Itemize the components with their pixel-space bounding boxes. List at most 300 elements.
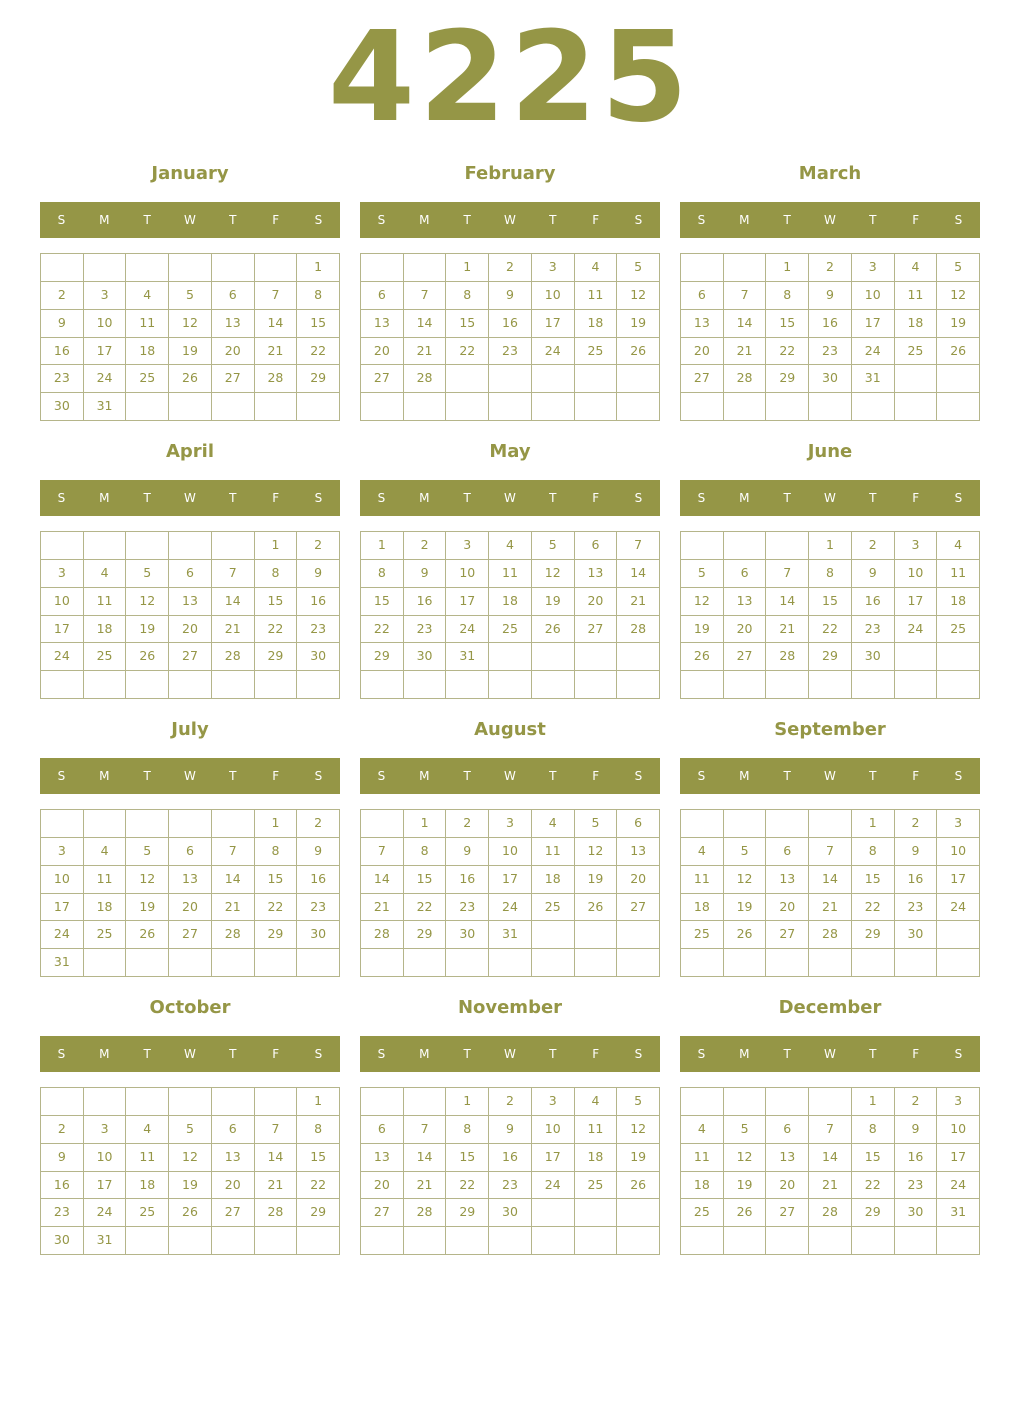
day-cell: 4 [681, 838, 724, 866]
day-cell: 9 [41, 310, 84, 338]
day-cell: 9 [489, 1116, 532, 1144]
day-cell: 16 [809, 310, 852, 338]
day-cell: 27 [575, 616, 618, 644]
weekday-header: T [143, 491, 151, 505]
weekday-header: S [314, 491, 323, 505]
day-cell: 1 [361, 532, 404, 560]
day-cell: 24 [937, 894, 980, 922]
day-cell: 26 [937, 338, 980, 366]
weekday-header: F [272, 1047, 280, 1061]
day-cell: 17 [937, 1144, 980, 1172]
weekday-header: M [99, 491, 110, 505]
day-cell: 22 [297, 1172, 340, 1200]
day-cell: 29 [404, 921, 447, 949]
empty-day-cell [937, 365, 980, 393]
day-cell: 31 [84, 393, 127, 421]
month-name: May [489, 441, 531, 462]
empty-day-cell [126, 532, 169, 560]
day-cell: 13 [212, 1144, 255, 1172]
empty-day-cell [255, 1088, 298, 1116]
weekday-header: S [377, 1047, 386, 1061]
empty-day-cell [169, 254, 212, 282]
day-cell: 20 [169, 894, 212, 922]
day-cell: 19 [575, 866, 618, 894]
day-cell: 9 [404, 560, 447, 588]
weekday-header: S [57, 491, 66, 505]
day-cell: 7 [809, 1116, 852, 1144]
day-cell: 7 [212, 838, 255, 866]
day-cell: 12 [126, 588, 169, 616]
day-cell: 11 [84, 866, 127, 894]
day-cell: 14 [404, 1144, 447, 1172]
day-cell: 1 [446, 1088, 489, 1116]
day-cell: 28 [255, 365, 298, 393]
empty-day-cell [617, 393, 660, 421]
day-cell: 1 [297, 1088, 340, 1116]
day-cell: 24 [41, 921, 84, 949]
empty-day-cell [255, 949, 298, 977]
day-cell: 25 [895, 338, 938, 366]
empty-day-cell [617, 949, 660, 977]
day-cell: 2 [895, 1088, 938, 1116]
day-cell: 8 [361, 560, 404, 588]
empty-day-cell [895, 671, 938, 699]
day-cell: 6 [361, 282, 404, 310]
empty-day-cell [575, 393, 618, 421]
empty-day-cell [169, 810, 212, 838]
day-cell: 22 [446, 338, 489, 366]
empty-day-cell [681, 810, 724, 838]
weekday-header: S [314, 213, 323, 227]
day-cell: 28 [809, 921, 852, 949]
weekday-header: S [314, 769, 323, 783]
empty-day-cell [84, 671, 127, 699]
day-cell: 19 [169, 338, 212, 366]
day-cell: 11 [575, 282, 618, 310]
day-cell: 14 [212, 588, 255, 616]
day-cell: 25 [681, 1199, 724, 1227]
month-name: October [149, 997, 231, 1018]
day-cell: 25 [575, 1172, 618, 1200]
weekday-header: W [184, 769, 196, 783]
day-cell: 13 [766, 1144, 809, 1172]
empty-day-cell [446, 365, 489, 393]
empty-day-cell [361, 810, 404, 838]
empty-day-cell [489, 643, 532, 671]
weekday-header: S [954, 491, 963, 505]
day-cell: 9 [297, 560, 340, 588]
day-cell: 8 [809, 560, 852, 588]
day-cell: 19 [724, 894, 767, 922]
day-cell: 8 [297, 1116, 340, 1144]
empty-day-cell [895, 393, 938, 421]
day-cell: 3 [84, 282, 127, 310]
day-cell: 29 [852, 1199, 895, 1227]
day-cell: 16 [297, 866, 340, 894]
day-cell: 26 [724, 921, 767, 949]
empty-day-cell [532, 921, 575, 949]
day-cell: 2 [446, 810, 489, 838]
day-cell: 10 [41, 866, 84, 894]
day-cell: 10 [895, 560, 938, 588]
day-cell: 27 [681, 365, 724, 393]
day-cell: 29 [809, 643, 852, 671]
day-cell: 13 [169, 588, 212, 616]
day-cell: 21 [766, 616, 809, 644]
day-cell: 20 [169, 616, 212, 644]
day-cell: 4 [84, 560, 127, 588]
day-cell: 21 [404, 338, 447, 366]
weekday-header: W [504, 1047, 516, 1061]
empty-day-cell [361, 1088, 404, 1116]
day-cell: 19 [532, 588, 575, 616]
day-cell: 14 [361, 866, 404, 894]
empty-day-cell [489, 365, 532, 393]
day-cell: 24 [895, 616, 938, 644]
day-cell: 18 [681, 1172, 724, 1200]
day-cell: 1 [852, 810, 895, 838]
day-cell: 29 [446, 1199, 489, 1227]
empty-day-cell [169, 393, 212, 421]
weekday-header: F [272, 213, 280, 227]
day-cell: 24 [446, 616, 489, 644]
empty-day-cell [404, 671, 447, 699]
day-cell: 27 [212, 365, 255, 393]
day-cell: 20 [681, 338, 724, 366]
weekday-header: S [377, 769, 386, 783]
weekday-header: M [419, 491, 430, 505]
day-cell: 21 [809, 1172, 852, 1200]
empty-day-cell [404, 393, 447, 421]
day-cell: 14 [766, 588, 809, 616]
day-cell: 1 [446, 254, 489, 282]
day-grid [680, 1087, 980, 1255]
weekday-header-row [40, 758, 340, 794]
day-cell: 8 [766, 282, 809, 310]
day-cell: 19 [126, 894, 169, 922]
weekday-header: S [634, 213, 643, 227]
day-cell: 17 [41, 894, 84, 922]
day-cell: 31 [852, 365, 895, 393]
empty-day-cell [895, 365, 938, 393]
day-cell: 28 [724, 365, 767, 393]
empty-day-cell [361, 393, 404, 421]
day-cell: 30 [895, 921, 938, 949]
day-cell: 7 [255, 282, 298, 310]
empty-day-cell [404, 1227, 447, 1255]
weekday-header: W [504, 491, 516, 505]
day-cell: 2 [895, 810, 938, 838]
empty-day-cell [361, 949, 404, 977]
day-cell: 14 [212, 866, 255, 894]
day-cell: 8 [852, 1116, 895, 1144]
day-cell: 26 [681, 643, 724, 671]
weekday-header: M [419, 769, 430, 783]
weekday-header: S [377, 491, 386, 505]
empty-day-cell [532, 393, 575, 421]
day-grid [40, 253, 340, 421]
empty-day-cell [532, 1199, 575, 1227]
weekday-header: F [912, 1047, 920, 1061]
day-cell: 15 [766, 310, 809, 338]
weekday-header: T [549, 213, 557, 227]
empty-day-cell [852, 393, 895, 421]
day-cell: 30 [489, 1199, 532, 1227]
empty-day-cell [361, 254, 404, 282]
day-cell: 12 [724, 866, 767, 894]
day-cell: 4 [126, 1116, 169, 1144]
day-cell: 12 [617, 282, 660, 310]
day-cell: 12 [126, 866, 169, 894]
empty-day-cell [895, 643, 938, 671]
empty-day-cell [766, 532, 809, 560]
day-cell: 22 [809, 616, 852, 644]
day-cell: 23 [41, 1199, 84, 1227]
day-cell: 3 [532, 254, 575, 282]
empty-day-cell [575, 921, 618, 949]
empty-day-cell [169, 1227, 212, 1255]
empty-day-cell [446, 1227, 489, 1255]
day-cell: 28 [212, 921, 255, 949]
day-cell: 30 [297, 643, 340, 671]
weekday-header: S [634, 491, 643, 505]
empty-day-cell [489, 393, 532, 421]
day-cell: 16 [895, 1144, 938, 1172]
day-cell: 21 [809, 894, 852, 922]
day-cell: 4 [126, 282, 169, 310]
day-cell: 6 [361, 1116, 404, 1144]
empty-day-cell [809, 1088, 852, 1116]
weekday-header: M [99, 213, 110, 227]
day-cell: 8 [255, 838, 298, 866]
empty-day-cell [766, 393, 809, 421]
empty-day-cell [937, 921, 980, 949]
weekday-header: M [739, 769, 750, 783]
day-cell: 12 [169, 1144, 212, 1172]
weekday-header: M [99, 1047, 110, 1061]
day-grid [680, 253, 980, 421]
day-cell: 9 [489, 282, 532, 310]
empty-day-cell [126, 254, 169, 282]
day-cell: 5 [724, 838, 767, 866]
weekday-header-row [40, 202, 340, 238]
empty-day-cell [766, 810, 809, 838]
day-cell: 17 [84, 338, 127, 366]
empty-day-cell [532, 365, 575, 393]
empty-day-cell [41, 810, 84, 838]
weekday-header: T [229, 769, 237, 783]
empty-day-cell [809, 949, 852, 977]
empty-day-cell [212, 810, 255, 838]
empty-day-cell [489, 949, 532, 977]
empty-day-cell [937, 949, 980, 977]
empty-day-cell [169, 532, 212, 560]
day-cell: 17 [41, 616, 84, 644]
day-grid [680, 809, 980, 977]
empty-day-cell [404, 949, 447, 977]
empty-day-cell [575, 1227, 618, 1255]
day-cell: 12 [617, 1116, 660, 1144]
day-cell: 7 [617, 532, 660, 560]
empty-day-cell [937, 1227, 980, 1255]
empty-day-cell [809, 671, 852, 699]
day-cell: 5 [575, 810, 618, 838]
empty-day-cell [84, 949, 127, 977]
day-cell: 3 [446, 532, 489, 560]
day-grid [40, 531, 340, 699]
day-cell: 22 [297, 338, 340, 366]
empty-day-cell [766, 1088, 809, 1116]
day-cell: 16 [41, 338, 84, 366]
empty-day-cell [489, 1227, 532, 1255]
empty-day-cell [212, 393, 255, 421]
day-cell: 30 [446, 921, 489, 949]
day-cell: 30 [41, 393, 84, 421]
day-cell: 26 [126, 643, 169, 671]
empty-day-cell [681, 1227, 724, 1255]
weekday-header: S [697, 769, 706, 783]
weekday-header: S [377, 213, 386, 227]
day-cell: 3 [41, 560, 84, 588]
weekday-header: T [869, 1047, 877, 1061]
empty-day-cell [446, 949, 489, 977]
empty-day-cell [617, 921, 660, 949]
weekday-header: T [463, 213, 471, 227]
empty-day-cell [724, 532, 767, 560]
day-cell: 22 [852, 894, 895, 922]
weekday-header: W [824, 491, 836, 505]
day-cell: 6 [169, 560, 212, 588]
day-cell: 26 [724, 1199, 767, 1227]
day-cell: 25 [126, 1199, 169, 1227]
day-cell: 1 [297, 254, 340, 282]
empty-day-cell [724, 671, 767, 699]
empty-day-cell [361, 1227, 404, 1255]
day-cell: 16 [489, 1144, 532, 1172]
weekday-header: M [99, 769, 110, 783]
day-cell: 24 [489, 894, 532, 922]
month-name: July [171, 719, 209, 740]
empty-day-cell [404, 1088, 447, 1116]
day-cell: 24 [84, 1199, 127, 1227]
weekday-header: T [463, 1047, 471, 1061]
weekday-header: F [272, 769, 280, 783]
weekday-header: T [143, 1047, 151, 1061]
day-cell: 14 [255, 310, 298, 338]
weekday-header: M [739, 213, 750, 227]
empty-day-cell [724, 949, 767, 977]
empty-day-cell [446, 671, 489, 699]
weekday-header: W [184, 491, 196, 505]
weekday-header: F [592, 213, 600, 227]
day-cell: 23 [895, 894, 938, 922]
day-cell: 30 [852, 643, 895, 671]
empty-day-cell [852, 949, 895, 977]
day-cell: 28 [766, 643, 809, 671]
empty-day-cell [681, 1088, 724, 1116]
day-cell: 30 [809, 365, 852, 393]
day-cell: 15 [446, 1144, 489, 1172]
month-name: January [151, 163, 229, 184]
empty-day-cell [809, 393, 852, 421]
day-cell: 17 [895, 588, 938, 616]
day-cell: 5 [937, 254, 980, 282]
weekday-header: M [419, 213, 430, 227]
day-cell: 4 [681, 1116, 724, 1144]
empty-day-cell [937, 671, 980, 699]
weekday-header: T [549, 491, 557, 505]
weekday-header: F [912, 491, 920, 505]
day-cell: 7 [212, 560, 255, 588]
day-cell: 8 [852, 838, 895, 866]
empty-day-cell [169, 949, 212, 977]
weekday-header: S [954, 769, 963, 783]
empty-day-cell [617, 671, 660, 699]
day-cell: 2 [41, 1116, 84, 1144]
empty-day-cell [724, 254, 767, 282]
empty-day-cell [575, 643, 618, 671]
weekday-header-row [360, 480, 660, 516]
day-cell: 11 [937, 560, 980, 588]
day-cell: 14 [724, 310, 767, 338]
day-cell: 27 [212, 1199, 255, 1227]
day-cell: 8 [255, 560, 298, 588]
day-cell: 7 [724, 282, 767, 310]
day-cell: 11 [489, 560, 532, 588]
day-cell: 18 [575, 310, 618, 338]
day-cell: 27 [766, 1199, 809, 1227]
day-cell: 28 [617, 616, 660, 644]
day-cell: 16 [404, 588, 447, 616]
day-cell: 8 [404, 838, 447, 866]
weekday-header: M [419, 1047, 430, 1061]
weekday-header: T [783, 213, 791, 227]
day-cell: 23 [852, 616, 895, 644]
day-cell: 21 [255, 338, 298, 366]
empty-day-cell [852, 671, 895, 699]
day-cell: 15 [255, 588, 298, 616]
day-cell: 6 [724, 560, 767, 588]
empty-day-cell [126, 1088, 169, 1116]
day-cell: 13 [617, 838, 660, 866]
weekday-header: W [504, 213, 516, 227]
day-cell: 22 [255, 616, 298, 644]
weekday-header-row [360, 758, 660, 794]
day-cell: 8 [446, 1116, 489, 1144]
day-cell: 27 [361, 1199, 404, 1227]
empty-day-cell [617, 1199, 660, 1227]
day-cell: 28 [212, 643, 255, 671]
day-cell: 29 [361, 643, 404, 671]
day-cell: 13 [361, 1144, 404, 1172]
weekday-header-row [360, 1036, 660, 1072]
month-name: September [774, 719, 886, 740]
empty-day-cell [575, 365, 618, 393]
day-cell: 30 [297, 921, 340, 949]
empty-day-cell [681, 254, 724, 282]
day-cell: 7 [809, 838, 852, 866]
weekday-header-row [680, 758, 980, 794]
empty-day-cell [681, 949, 724, 977]
year-title: 4225 [328, 5, 692, 150]
day-cell: 7 [404, 1116, 447, 1144]
day-cell: 6 [169, 838, 212, 866]
day-cell: 19 [169, 1172, 212, 1200]
day-cell: 12 [532, 560, 575, 588]
day-cell: 16 [852, 588, 895, 616]
day-cell: 9 [809, 282, 852, 310]
day-cell: 17 [852, 310, 895, 338]
